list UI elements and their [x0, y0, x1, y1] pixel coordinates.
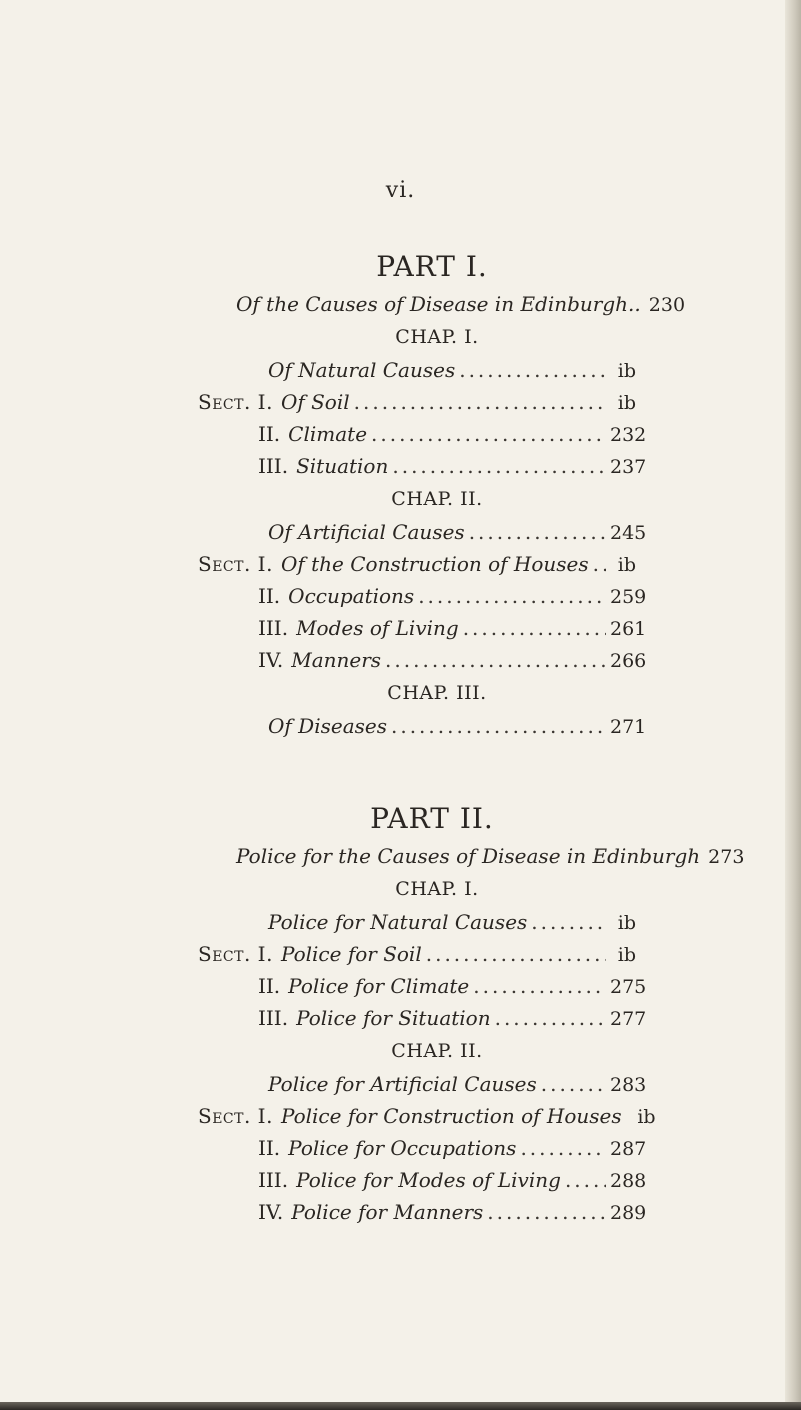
page-number: 288: [610, 1170, 647, 1192]
toc-entry: [258, 1164, 647, 1196]
dot-leader: [487, 1196, 606, 1228]
toc-entry: [268, 354, 636, 386]
toc-entry: [258, 644, 647, 676]
chapter-heading: CHAP. II.: [391, 1040, 483, 1062]
section-number: II.: [258, 1136, 281, 1160]
section-gap: [268, 742, 636, 798]
dot-leader: [354, 386, 606, 418]
page-number: ib: [617, 944, 636, 966]
page-number: 275: [610, 976, 647, 998]
toc-entry: [198, 1100, 656, 1132]
entry-title: Of Soil: [280, 390, 350, 414]
page-number: 245: [610, 522, 647, 544]
dot-leader: [531, 906, 606, 938]
dot-leader: [593, 548, 606, 580]
chapter-heading: CHAP. II.: [391, 488, 483, 510]
page-bottom-shadow: [0, 1402, 801, 1410]
toc-entry: [258, 1196, 647, 1228]
part-title: Police for the Causes of Disease in Edinburgh: [236, 844, 701, 868]
page-number: 266: [610, 650, 647, 672]
part-heading: PART II.: [370, 802, 494, 835]
entry-title: Police for Situation: [296, 1006, 491, 1030]
entry-title: Police for Occupations: [288, 1136, 517, 1160]
page-number: ib: [617, 360, 636, 382]
dot-leader: [371, 418, 606, 450]
dot-leader: [565, 1164, 606, 1196]
page-number: 261: [610, 618, 647, 640]
dot-leader: [459, 354, 606, 386]
entry-title: Police for Modes of Living: [296, 1168, 561, 1192]
chapter-heading: CHAP. I.: [395, 878, 479, 900]
section-number: Sect. I.: [198, 1104, 273, 1128]
entry-title: Of Diseases: [268, 714, 387, 738]
page-number: 277: [610, 1008, 647, 1030]
page-number: ib: [617, 554, 636, 576]
dot-leader: [426, 938, 606, 970]
dot-leader: [520, 1132, 606, 1164]
dot-leader: [473, 970, 606, 1002]
page-number: 232: [610, 424, 647, 446]
section-number: III.: [258, 1168, 289, 1192]
toc-entry: [198, 386, 636, 418]
section-number: IV.: [258, 1200, 284, 1224]
page-number: ib: [637, 1106, 656, 1128]
toc-entry: [268, 906, 636, 938]
page-edge: [785, 0, 801, 1410]
entry-title: Of Artificial Causes: [268, 520, 465, 544]
dot-leader: [495, 1002, 606, 1034]
table-of-contents: [198, 246, 745, 1228]
chapter-heading: CHAP. III.: [387, 682, 487, 704]
page-number: ib: [617, 392, 636, 414]
section-number: III.: [258, 616, 289, 640]
entry-title: Occupations: [288, 584, 415, 608]
toc-entry: [258, 612, 647, 644]
toc-entry: [268, 516, 647, 548]
dot-leader: [385, 644, 606, 676]
page-number: 273: [708, 846, 745, 868]
toc-entry: [258, 1002, 647, 1034]
page-number: ib: [617, 912, 636, 934]
toc-entry: [258, 450, 647, 482]
toc-entry: [258, 580, 647, 612]
toc-entry: [258, 1132, 647, 1164]
dot-leader: [418, 580, 606, 612]
page-number: 289: [610, 1202, 647, 1224]
chapter-heading: CHAP. I.: [395, 326, 479, 348]
dot-leader: [392, 450, 606, 482]
page-number: 283: [610, 1074, 647, 1096]
section-number: Sect. I.: [198, 390, 273, 414]
entry-title: Of Natural Causes: [268, 358, 456, 382]
part-title: Of the Causes of Disease in Edinburgh..: [236, 292, 641, 316]
entry-title: Manners: [291, 648, 382, 672]
entry-title: Police for Climate: [288, 974, 470, 998]
part-heading: PART I.: [376, 250, 488, 283]
toc-entry: [258, 418, 647, 450]
part-title-line: [236, 288, 686, 320]
entry-title: Police for Natural Causes: [268, 910, 528, 934]
dot-leader: [391, 710, 606, 742]
section-number: III.: [258, 454, 289, 478]
entry-title: Situation: [296, 454, 389, 478]
toc-entry: [268, 1068, 647, 1100]
section-number: IV.: [258, 648, 284, 672]
dot-leader: [541, 1068, 606, 1100]
toc-entry: [198, 938, 636, 970]
page-number: 287: [610, 1138, 647, 1160]
toc-entry: [258, 970, 647, 1002]
section-number: II.: [258, 422, 281, 446]
section-number: Sect. I.: [198, 942, 273, 966]
dot-leader: [469, 516, 606, 548]
entry-title: Police for Soil: [280, 942, 422, 966]
page-number: 230: [648, 294, 686, 316]
page-number: 237: [610, 456, 647, 478]
page-number: 259: [610, 586, 647, 608]
section-number: II.: [258, 974, 281, 998]
entry-title: Police for Construction of Houses: [280, 1104, 622, 1128]
toc-entry: [198, 548, 636, 580]
entry-title: Modes of Living: [296, 616, 459, 640]
entry-title: Climate: [288, 422, 368, 446]
section-number: II.: [258, 584, 281, 608]
page-number: 271: [610, 716, 647, 738]
page-folio: vi.: [385, 178, 416, 203]
section-number: Sect. I.: [198, 552, 273, 576]
dot-leader: [463, 612, 606, 644]
part-title-line: [236, 840, 745, 872]
entry-title: Police for Manners: [291, 1200, 484, 1224]
entry-title: Of the Construction of Houses: [280, 552, 589, 576]
entry-title: Police for Artificial Causes: [268, 1072, 537, 1096]
toc-entry: [268, 710, 647, 742]
section-number: III.: [258, 1006, 289, 1030]
